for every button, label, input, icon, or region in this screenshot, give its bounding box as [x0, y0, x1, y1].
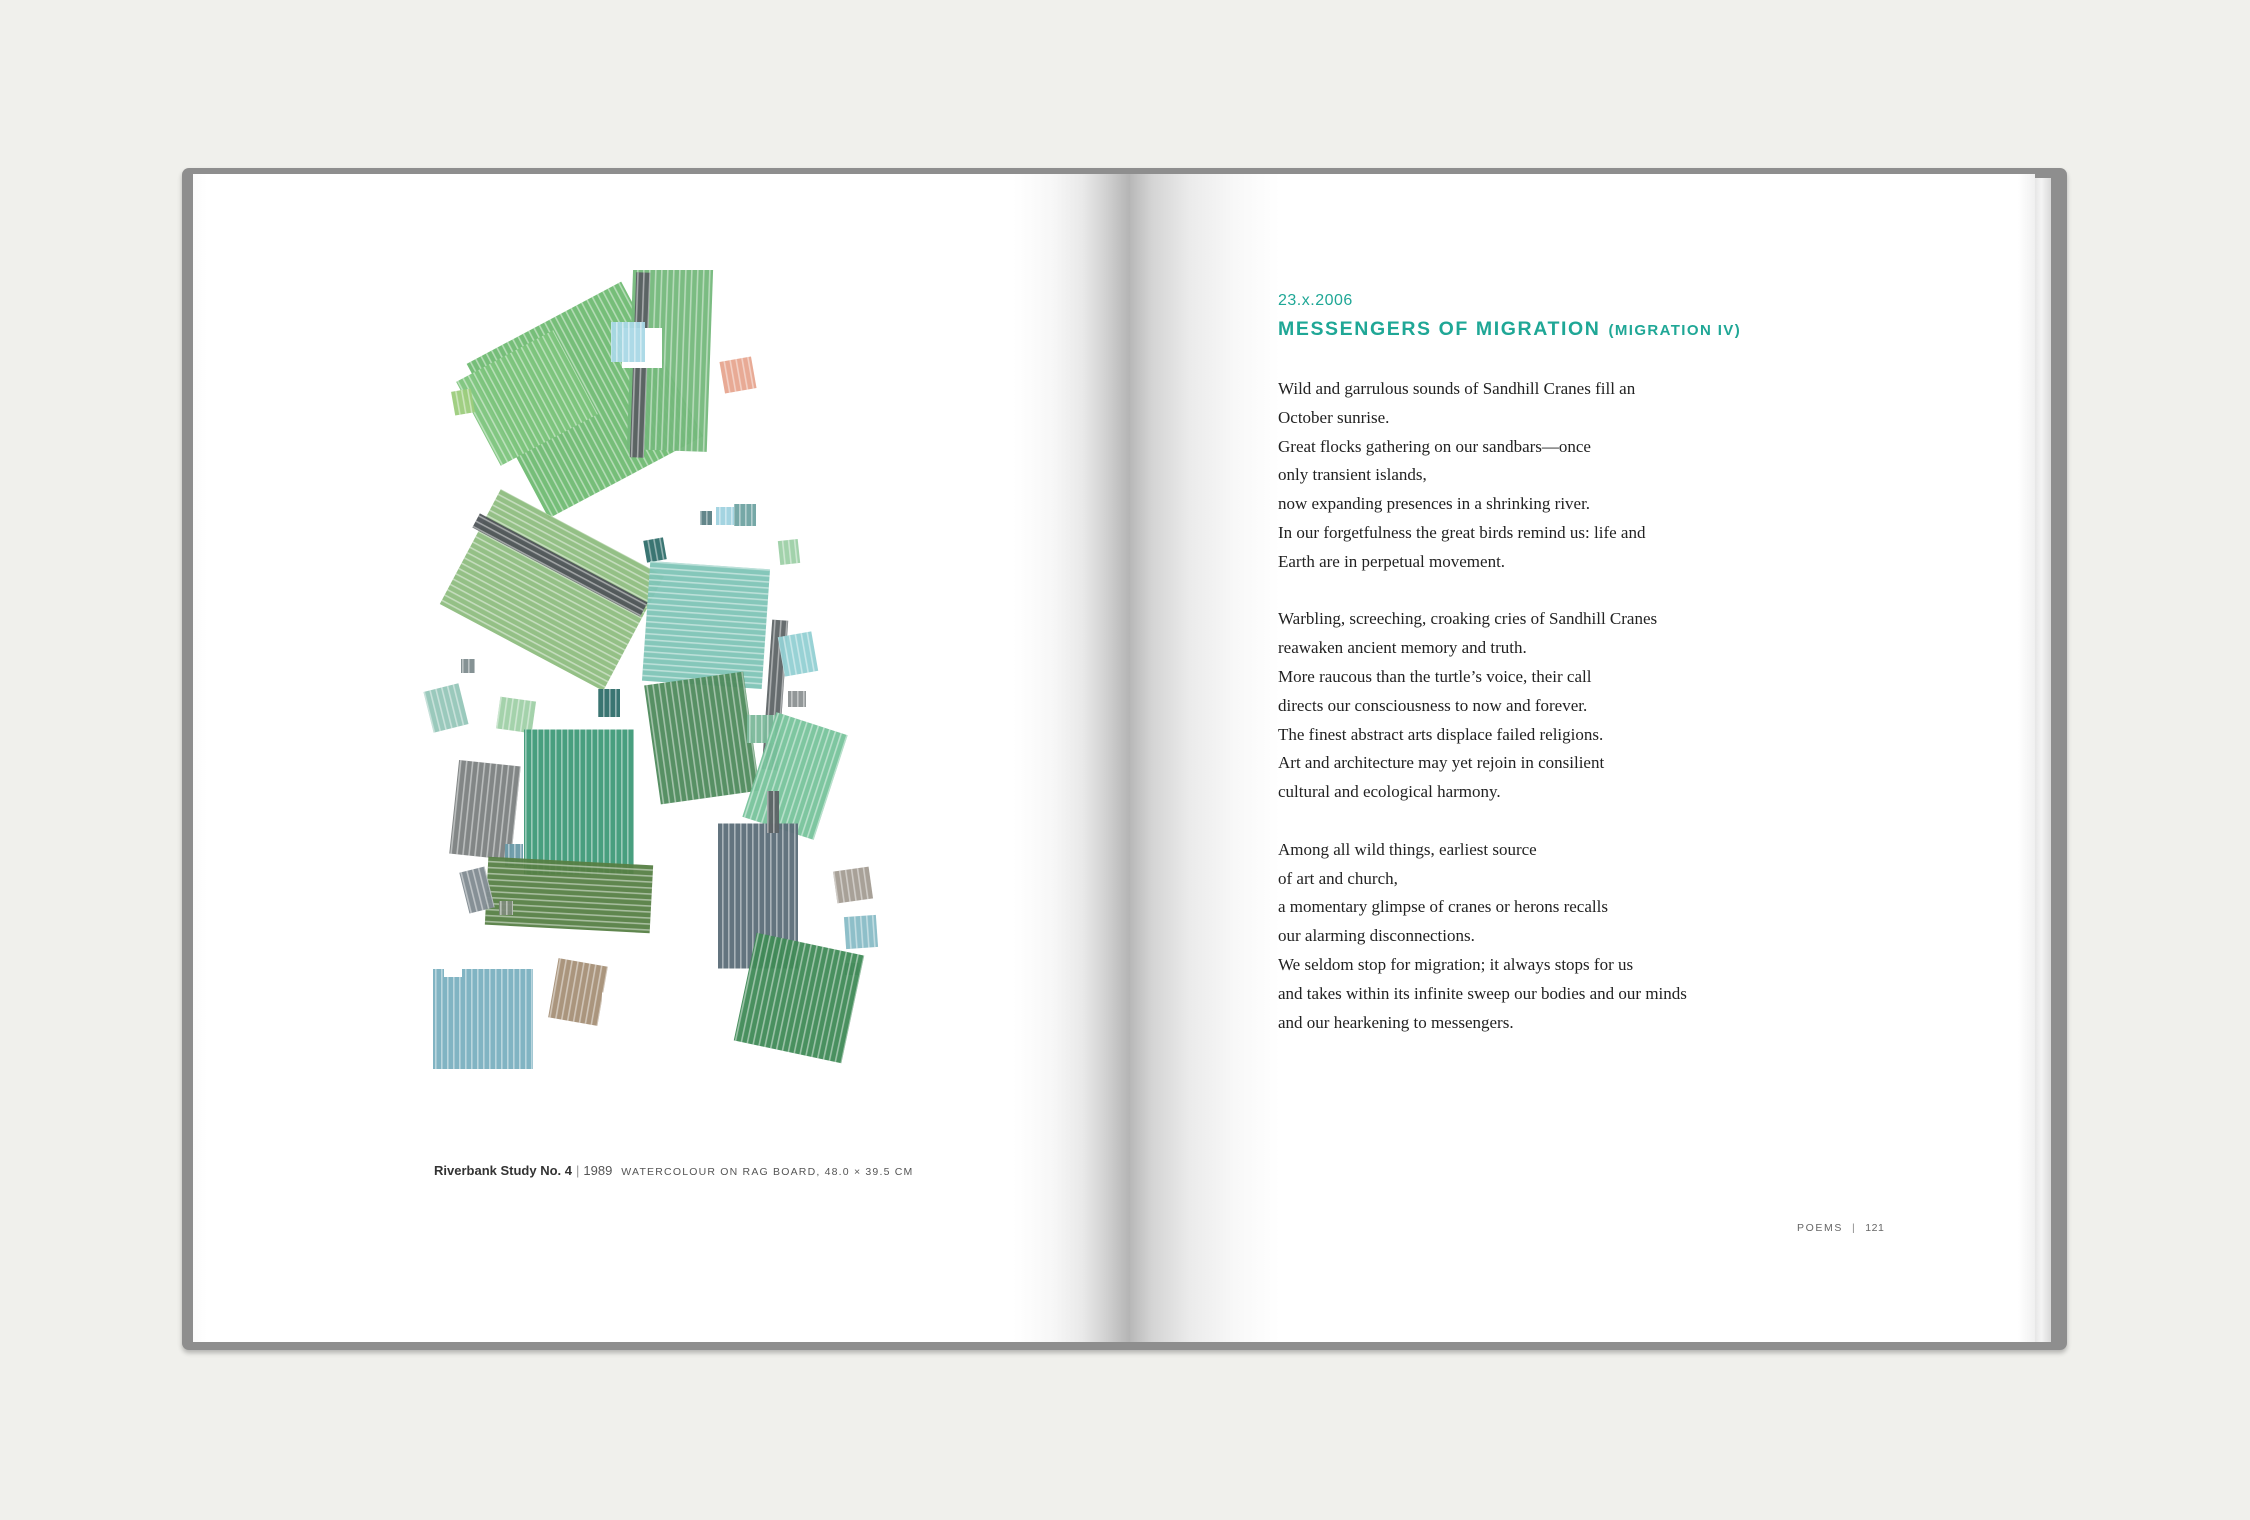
painted-swatch	[734, 933, 864, 1063]
poem-line: directs our consciousness to now and forever.	[1278, 695, 1588, 715]
painted-swatch	[611, 322, 645, 362]
poem-stanza	[1278, 605, 1998, 807]
poem-line: In our forgetfulness the great birds remind us: life and	[1278, 522, 1646, 542]
painted-swatch	[719, 356, 756, 393]
painted-swatch	[602, 993, 692, 1028]
artwork-painting	[420, 270, 920, 1100]
poem-line: of art and church,	[1278, 868, 1398, 888]
page-footer	[1797, 1222, 1884, 1234]
poem-line: The finest abstract arts displace failed religions.	[1278, 724, 1604, 744]
poem-line: Earth are in perpetual movement.	[1278, 551, 1506, 571]
painted-swatch	[734, 504, 756, 526]
painted-swatch	[451, 388, 475, 415]
poem-line: our alarming disconnections.	[1278, 926, 1475, 946]
poem-line: and takes within its infinite sweep our bodies and our minds	[1278, 983, 1687, 1003]
poem-line: cultural and ecological harmony.	[1278, 782, 1501, 802]
painted-swatch	[788, 691, 806, 707]
painted-swatch	[642, 561, 770, 689]
poem-subtitle: (MIGRATION IV)	[1608, 322, 1742, 339]
poem-title	[1278, 318, 1741, 341]
artwork-caption-separator: |	[575, 1163, 580, 1178]
poem-line: More raucous than the turtle’s voice, their call	[1278, 666, 1592, 686]
artwork-caption-title: Riverbank Study No. 4	[434, 1163, 572, 1178]
poem-line: Wild and garrulous sounds of Sandhill Cranes fill an	[1278, 379, 1636, 398]
poem-stanza	[1278, 375, 1998, 577]
painted-swatch	[778, 539, 800, 565]
painted-swatch	[496, 697, 536, 734]
footer-section: POEMS	[1797, 1222, 1843, 1234]
poem-line: Among all wild things, earliest source	[1278, 839, 1537, 859]
painted-swatch	[461, 659, 475, 673]
painted-swatch	[644, 672, 760, 805]
painted-swatch	[433, 969, 533, 1069]
page-number: 121	[1865, 1222, 1885, 1234]
painted-swatch	[598, 689, 620, 717]
poem-line: Warbling, screeching, croaking cries of Sandhill Cranes	[1278, 609, 1658, 629]
painted-swatch	[700, 511, 712, 525]
painted-swatch	[716, 507, 734, 525]
poem-stanza	[1278, 836, 1998, 1038]
painted-swatch	[778, 631, 818, 676]
painted-swatch	[423, 683, 468, 732]
poem-line: only transient islands,	[1278, 465, 1427, 485]
painted-swatch	[485, 857, 653, 934]
poem-line: now expanding presences in a shrinking river.	[1278, 494, 1591, 514]
poem-line: and our hearkening to messengers.	[1278, 1012, 1514, 1032]
poem-line: a momentary glimpse of cranes or herons recalls	[1278, 897, 1608, 917]
painted-swatch	[833, 867, 873, 904]
poem-line: reawaken ancient memory and truth.	[1278, 638, 1527, 658]
poem-line: Art and architecture may yet rejoin in consilient	[1278, 753, 1605, 773]
painted-swatch	[499, 901, 513, 915]
page-edge	[2035, 178, 2051, 1342]
poem-line: Great flocks gathering on our sandbars—once	[1278, 436, 1591, 456]
poem-date: 23.x.2006	[1278, 292, 1353, 309]
artwork-caption-year: 1989	[583, 1163, 613, 1178]
artwork-caption-medium: WATERCOLOUR ON RAG BOARD, 48.0 × 39.5 CM	[621, 1166, 914, 1178]
poem-line: October sunrise.	[1278, 407, 1390, 427]
poem-body	[1278, 375, 1998, 1066]
footer-separator: |	[1851, 1222, 1857, 1234]
painted-swatch	[524, 730, 634, 875]
poem-line: We seldom stop for migration; it always stops for us	[1278, 954, 1634, 974]
painted-swatch	[444, 963, 462, 977]
artwork-caption	[434, 1163, 913, 1178]
painted-swatch	[844, 915, 878, 949]
painted-swatch	[548, 958, 608, 1026]
painted-swatch	[643, 537, 667, 562]
poem-title-main: MESSENGERS OF MIGRATION	[1278, 318, 1601, 340]
painted-swatch	[767, 791, 779, 833]
